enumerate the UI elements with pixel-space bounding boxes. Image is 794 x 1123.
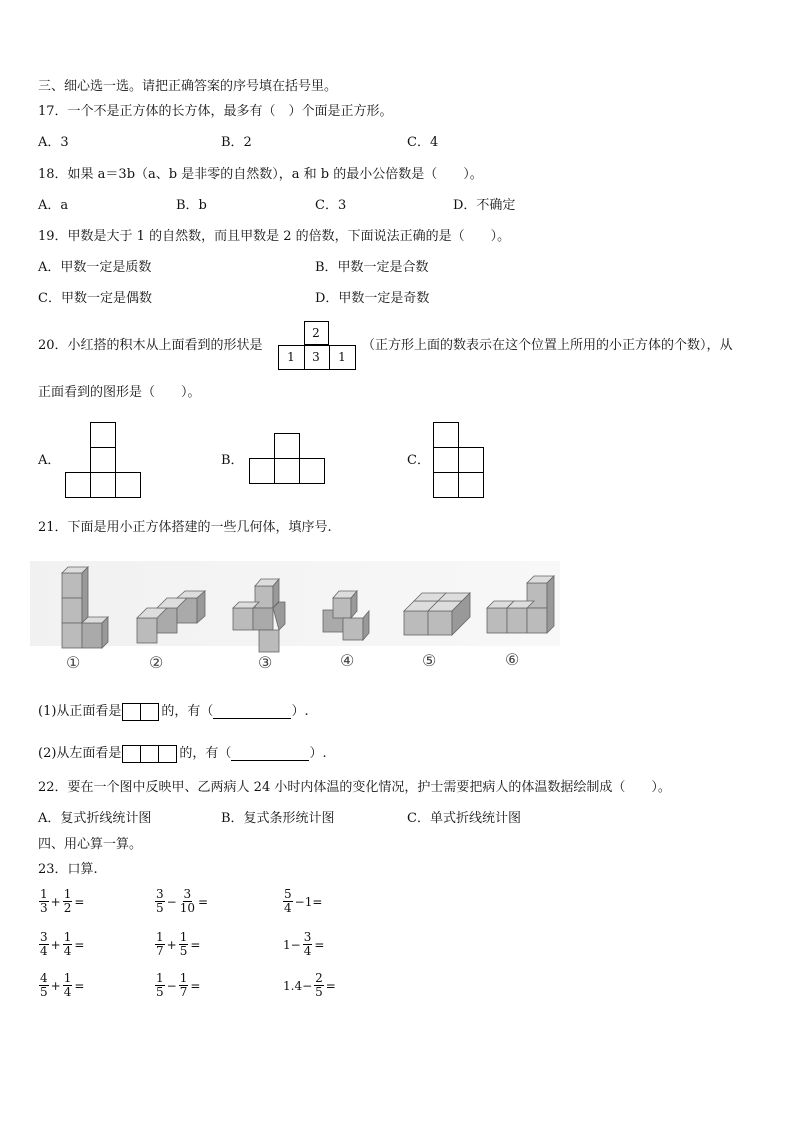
q21-stem: 21．下面是用小正方体搭建的一些几何体，填序号. <box>38 520 332 535</box>
q22-option-b[interactable]: B．复式条形统计图 <box>221 811 335 826</box>
top-view-number: 1 <box>338 350 346 364</box>
top-view-number: 1 <box>287 350 295 364</box>
solid-label-6: ⑥ <box>505 650 520 669</box>
q22-stem: 22．要在一个图中反映甲、乙两病人 24 小时内体温的变化情况，护士需要把病人的体温数据绘制成（ ）。 <box>38 780 671 795</box>
q21-solids-figure <box>30 553 570 678</box>
solid-label-4: ④ <box>340 651 355 670</box>
q19-option-b[interactable]: B．甲数一定是合数 <box>315 260 429 275</box>
q17-option-c[interactable]: C．4 <box>407 135 439 150</box>
q23-stem: 23．口算. <box>38 862 98 877</box>
q17-option-b[interactable]: B．2 <box>221 135 252 150</box>
q20-stem-suffix: （正方形上面的数表示在这个位置上所用的小正方体的个数），从 <box>362 338 733 353</box>
q17-stem: 17．一个不是正方体的长方体，最多有（ ）个面是正方形。 <box>38 104 393 119</box>
q19-option-a[interactable]: A．甲数一定是质数 <box>38 260 152 275</box>
q21-part1-prefix: (1)从正面看是 <box>38 704 122 719</box>
q21-part2-boxes <box>123 745 177 763</box>
q20-option-c[interactable]: C． <box>407 453 430 468</box>
oral-calc-item: 1− $\frac{3}{4}$ = <box>283 930 325 958</box>
top-view-number: 2 <box>312 326 320 340</box>
q20-option-b[interactable]: B． <box>221 453 244 468</box>
q21-part2-prefix: (2)从左面看是 <box>38 746 122 761</box>
solid-label-3: ③ <box>258 653 273 672</box>
solid-label-5: ⑤ <box>422 651 437 670</box>
q21-part2-end: ）. <box>309 746 327 761</box>
q22-option-c[interactable]: C．单式折线统计图 <box>407 811 521 826</box>
oral-calc-item: 1.4− $\frac{2}{5}$ = <box>283 971 336 999</box>
oral-calc-item: $\frac{4}{5}$ + $\frac{1}{4}$ = <box>40 971 85 999</box>
oral-calc-item: $\frac{1}{3}$ + $\frac{1}{2}$ = <box>40 887 85 915</box>
q21-part1-boxes <box>123 703 159 721</box>
section-4-title: 四、用心算一算。 <box>38 837 143 852</box>
q19-option-c[interactable]: C．甲数一定是偶数 <box>38 291 152 306</box>
q18-option-a[interactable]: A．a <box>38 198 69 213</box>
q21-part1-suffix: 的，有（ <box>161 704 214 719</box>
q21-part2 <box>38 745 327 763</box>
q18-option-c[interactable]: C．3 <box>315 198 347 213</box>
q17-option-a[interactable]: A．3 <box>38 135 69 150</box>
q18-option-b[interactable]: B．b <box>176 198 207 213</box>
solid-label-2: ② <box>149 653 164 672</box>
q20-stem-line2: 正面看到的图形是（ ）。 <box>38 385 201 400</box>
q18-stem: 18．如果 a＝3b（a、b 是非零的自然数），a 和 b 的最小公倍数是（ ）。 <box>38 167 483 182</box>
oral-calc-item: $\frac{3}{4}$ + $\frac{1}{4}$ = <box>40 930 85 958</box>
q18-option-d[interactable]: D．不确定 <box>453 198 516 213</box>
q21-part1-answer-blank[interactable] <box>213 706 291 719</box>
q20-stem-prefix: 20．小红搭的积木从上面看到的形状是 <box>38 338 263 353</box>
oral-calc-item: $\frac{1}{7}$ + $\frac{1}{5}$ = <box>156 930 201 958</box>
oral-calc-item: $\frac{1}{5}$ − $\frac{1}{7}$ = <box>156 971 201 999</box>
q21-part2-answer-blank[interactable] <box>231 748 309 761</box>
q19-stem: 19．甲数是大于 1 的自然数，而且甲数是 2 的倍数，下面说法正确的是（ ）。 <box>38 229 511 244</box>
q21-part1 <box>38 703 309 721</box>
q21-part2-suffix: 的，有（ <box>179 746 232 761</box>
q22-option-a[interactable]: A．复式折线统计图 <box>38 811 152 826</box>
solid-label-1: ① <box>66 653 81 672</box>
q20-option-a[interactable]: A． <box>38 453 61 468</box>
q19-option-d[interactable]: D．甲数一定是奇数 <box>315 291 430 306</box>
q21-part1-end: ）. <box>291 704 309 719</box>
oral-calc-item: $\frac{3}{5}$ − $\frac{3}{10}$ = <box>156 887 209 915</box>
section-3-title: 三、细心选一选。请把正确答案的序号填在括号里。 <box>38 79 338 94</box>
top-view-number: 3 <box>312 350 320 364</box>
oral-calc-item: $\frac{5}{4}$ −1= <box>284 887 323 915</box>
